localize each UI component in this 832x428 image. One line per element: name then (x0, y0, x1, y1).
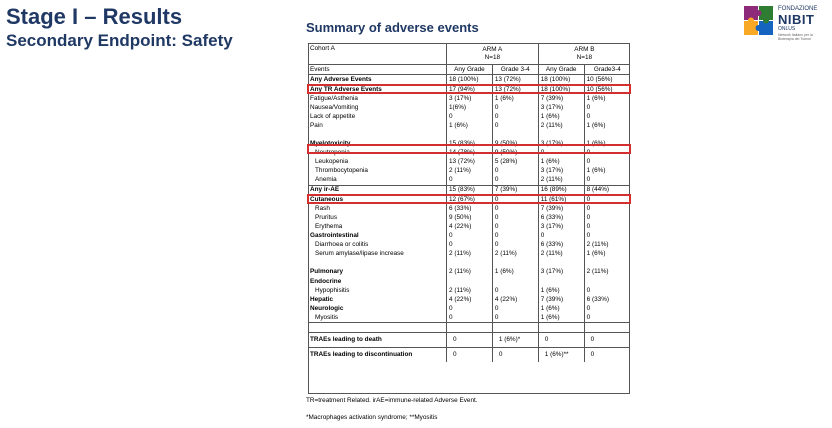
event-value: 2 (11%) (492, 250, 538, 259)
event-label: Myelotoxicity (310, 139, 351, 147)
event-value: 3 (17%) (447, 94, 493, 103)
event-value: 12 (67%) (447, 195, 493, 205)
event-value: 0 (447, 313, 493, 323)
summary-title: Summary of adverse events (306, 20, 479, 35)
event-value: 2 (11%) (538, 176, 584, 186)
event-value: 0 (538, 232, 584, 241)
event-value: 7 (39%) (492, 185, 538, 195)
event-label: Rash (315, 205, 330, 213)
arm-b-grade34-header: Grade3-4 (584, 65, 630, 75)
event-label: Any TR Adverse Events (308, 85, 447, 95)
slide-title: Stage I – Results (6, 4, 183, 29)
event-value: 0 (492, 286, 538, 295)
event-value (584, 277, 630, 286)
event-value: 9 (50%) (447, 214, 493, 223)
event-value: 0 (492, 195, 538, 205)
event-value: 0 (492, 176, 538, 186)
logo-line3: ONLUS (778, 26, 796, 32)
event-value: 0 (584, 214, 630, 223)
event-label: Serum amylase/lipase increase (315, 250, 404, 258)
cohort-label: Cohort A (310, 45, 335, 52)
event-value: 1 (6%) (538, 112, 584, 121)
event-value: 13 (72%) (447, 157, 493, 166)
spacer-row (308, 259, 630, 268)
event-value: 0 (492, 121, 538, 130)
table-header-arms (308, 43, 630, 65)
event-label: Neutropenia (315, 148, 350, 156)
event-value: 1 (6%) (538, 157, 584, 166)
table-header-columns (308, 65, 630, 75)
event-value (492, 277, 538, 286)
event-value: 2 (11%) (447, 250, 493, 259)
event-value: 0 (492, 232, 538, 241)
event-value: 3 (17%) (538, 139, 584, 148)
event-value: 1 (6%)* (492, 333, 538, 348)
event-value: 0 (492, 304, 538, 313)
arm-a-grade34-header: Grade 3-4 (492, 65, 538, 75)
event-value: 0 (584, 205, 630, 214)
event-value: 0 (447, 176, 493, 186)
event-value: 0 (492, 241, 538, 250)
event-value: 7 (39%) (538, 295, 584, 304)
event-value: 0 (492, 223, 538, 232)
event-value: 0 (584, 112, 630, 121)
event-value: 8 (44%) (584, 185, 630, 195)
event-label: Endocrine (310, 277, 342, 285)
spacer-row (308, 323, 630, 333)
table-row (308, 94, 630, 103)
event-value: 0 (492, 205, 538, 214)
table-row (308, 157, 630, 166)
table-row (308, 148, 630, 157)
table-row (308, 112, 630, 121)
table-row (308, 268, 630, 277)
table-row (308, 103, 630, 112)
logo-line1: FONDAZIONE (778, 6, 818, 12)
event-label: Myositis (315, 313, 339, 321)
event-value: 13 (72%) (492, 85, 538, 95)
event-label: Hypophisitis (315, 286, 350, 294)
event-value: 2 (11%) (447, 286, 493, 295)
event-value: 2 (11%) (447, 166, 493, 175)
adverse-events-table (308, 43, 630, 362)
event-value: 0 (584, 232, 630, 241)
arm-a-header: ARM A N=18 (447, 43, 539, 65)
table-row (308, 176, 630, 186)
arm-b-any-grade-header: Any Grade (538, 65, 584, 75)
event-value: 0 (492, 103, 538, 112)
event-value: 1 (6%)** (538, 348, 584, 363)
event-value: 0 (447, 333, 493, 348)
event-label: Pruritus (315, 214, 338, 222)
table-row (308, 195, 630, 205)
slide-title-block (6, 4, 296, 52)
event-value: 2 (11%) (447, 268, 493, 277)
table-row (308, 250, 630, 259)
event-value: 15 (83%) (447, 185, 493, 195)
event-value: 18 (100%) (447, 75, 493, 85)
event-value: 0 (447, 348, 493, 363)
event-value: 3 (17%) (538, 103, 584, 112)
event-value: 6 (33%) (538, 214, 584, 223)
arm-a-any-grade-header: Any Grade (447, 65, 493, 75)
event-label: TRAEs leading to death (308, 333, 447, 348)
event-value: 10 (56%) (584, 75, 630, 85)
event-value: 0 (538, 148, 584, 157)
table-row (308, 121, 630, 130)
event-value: 6 (33%) (538, 241, 584, 250)
event-value: 1 (6%) (584, 121, 630, 130)
event-value: 0 (447, 232, 493, 241)
table-row (308, 85, 630, 95)
event-value: 6 (33%) (447, 205, 493, 214)
event-value: 4 (22%) (447, 223, 493, 232)
event-value: 1 (6%) (584, 250, 630, 259)
event-value: 0 (584, 304, 630, 313)
table-row (308, 304, 630, 313)
event-label: Gastrointestinal (310, 232, 359, 240)
puzzle-logo-icon (742, 4, 776, 38)
event-value: 1 (6%) (584, 94, 630, 103)
event-value: 5 (28%) (492, 157, 538, 166)
event-value: 13 (72%) (492, 75, 538, 85)
table-row (308, 205, 630, 214)
table-row (308, 277, 630, 286)
event-value: 9 (50%) (492, 139, 538, 148)
table-row (308, 232, 630, 241)
event-value: 0 (584, 333, 630, 348)
table-row (308, 166, 630, 175)
event-value: 0 (492, 166, 538, 175)
footnote-symbols: *Macrophages activation syndrome; **Myositis (306, 414, 438, 421)
event-value: 0 (584, 103, 630, 112)
event-value: 10 (56%) (584, 85, 630, 95)
event-value: 7 (39%) (538, 94, 584, 103)
event-value: 0 (584, 157, 630, 166)
event-value: 1 (6%) (538, 313, 584, 323)
event-label: Thrombocytopenia (315, 166, 368, 174)
logo-line4: Network Italiano per la Bioterapia dei Tumori (778, 33, 813, 41)
logo-line2: NIBIT (778, 12, 815, 27)
table-row (308, 214, 630, 223)
event-value: 18 (100%) (538, 85, 584, 95)
event-value: 0 (584, 348, 630, 363)
event-label: Erythema (315, 223, 343, 231)
table-row (308, 295, 630, 304)
table-row (308, 223, 630, 232)
event-value: 16 (89%) (538, 185, 584, 195)
table-row (308, 348, 630, 363)
event-label: Hepatic (310, 295, 334, 303)
event-value: 0 (447, 304, 493, 313)
event-label: Pulmonary (310, 268, 344, 276)
event-value: 0 (492, 214, 538, 223)
event-value: 15 (83%) (447, 139, 493, 148)
event-value: 0 (584, 286, 630, 295)
table-row (308, 241, 630, 250)
event-value (447, 277, 493, 286)
event-value: 14 (78%) (447, 148, 493, 157)
spacer-row (308, 130, 630, 139)
events-column-header: Events (308, 65, 447, 75)
table-row (308, 75, 630, 85)
table-row (308, 286, 630, 295)
event-value: 2 (11%) (584, 268, 630, 277)
event-value: 6 (33%) (584, 295, 630, 304)
event-value: 1 (6%) (538, 304, 584, 313)
event-value: 1 (6%) (492, 268, 538, 277)
table-row (308, 185, 630, 195)
event-label: Pain (310, 121, 323, 129)
event-label: TRAEs leading to discontinuation (308, 348, 447, 363)
event-label: Diarrhoea or colitis (315, 241, 369, 249)
footnote-abbreviations: TR=treatment Related. irAE=immune-related Adverse Event. (306, 397, 478, 404)
event-value: 3 (17%) (538, 223, 584, 232)
event-value: 3 (17%) (538, 268, 584, 277)
event-label: Lack of appetite (310, 112, 356, 120)
event-value: 7 (39%) (538, 205, 584, 214)
event-value: 2 (11%) (538, 250, 584, 259)
event-value: 0 (584, 223, 630, 232)
event-value: 1 (6%) (492, 94, 538, 103)
event-label: Any ir-AE (308, 185, 447, 195)
event-value: 1 (6%) (447, 121, 493, 130)
nibit-logo (742, 2, 826, 40)
event-label: Any Adverse Events (310, 75, 372, 83)
table-row (308, 333, 630, 348)
event-value: 0 (538, 333, 584, 348)
event-value: 18 (100%) (538, 75, 584, 85)
event-value: 0 (492, 112, 538, 121)
event-label: Anemia (315, 176, 337, 184)
event-value: 0 (447, 112, 493, 121)
arm-b-header: ARM B N=18 (538, 43, 630, 65)
event-value: 0 (584, 195, 630, 205)
table-row (308, 139, 630, 148)
event-value: 9 (50%) (492, 148, 538, 157)
event-value: 1 (6%) (584, 139, 630, 148)
event-label: Nausea/Vomiting (310, 103, 359, 111)
table-row (308, 313, 630, 323)
event-value: 1(6%) (447, 103, 493, 112)
event-value: 11 (61%) (538, 195, 584, 205)
event-value: 4 (22%) (447, 295, 493, 304)
event-label: Fatigue/Asthenia (310, 94, 358, 102)
event-value: 2 (11%) (538, 121, 584, 130)
event-value (538, 277, 584, 286)
event-value: 4 (22%) (492, 295, 538, 304)
event-value: 2 (11%) (584, 241, 630, 250)
event-label: Cutaneous (308, 195, 447, 205)
event-value: 0 (584, 176, 630, 186)
event-value: 0 (584, 148, 630, 157)
event-label: Neurologic (310, 304, 344, 312)
event-value: 0 (492, 348, 538, 363)
event-value: 17 (94%) (447, 85, 493, 95)
slide-subtitle: Secondary Endpoint: Safety (6, 31, 233, 50)
event-value: 0 (584, 313, 630, 323)
event-value: 1 (6%) (584, 166, 630, 175)
event-value: 0 (447, 241, 493, 250)
event-value: 1 (6%) (538, 286, 584, 295)
event-value: 3 (17%) (538, 166, 584, 175)
event-label: Leukopenia (315, 157, 349, 165)
event-value: 0 (492, 313, 538, 323)
